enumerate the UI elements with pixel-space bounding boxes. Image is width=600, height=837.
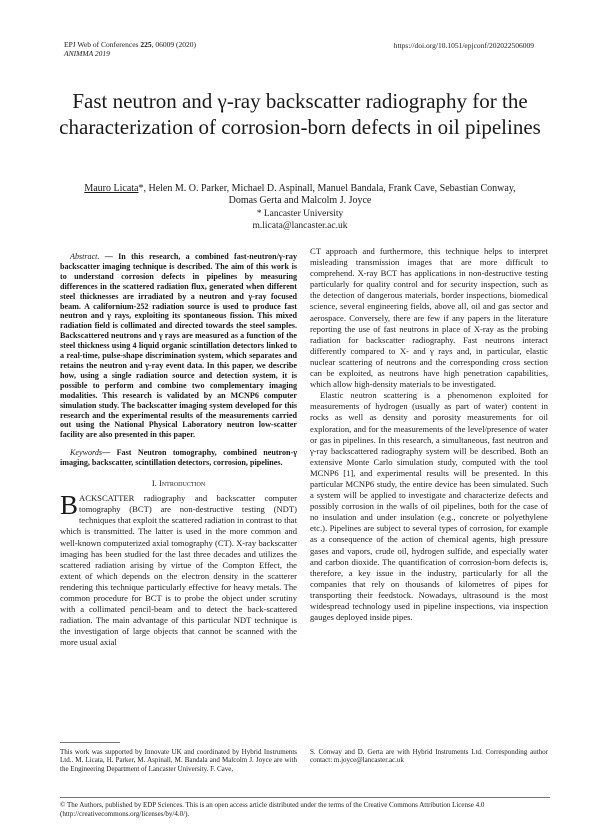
doi-link[interactable]: https://doi.org/10.1051/epjconf/202022506009 [393,41,534,50]
section-number: I. [151,478,157,489]
journal-name: EPJ Web of Conferences [64,40,139,49]
intro-paragraph [60,490,297,648]
first-author-link[interactable]: Mauro Licata [84,183,139,194]
intro-text: ACKSCATTER radiography and backscatter computer tomography (BCT) are non-destructive testing (NDT) techniques that exploit the scattered radiation in contrast to that which is transmitted. The latter is used in the more common and well-known computerized axial tomography (CT). X-ray backscatter imaging has been studied for the last three decades and utilizes the scattered radiation arising by virtue of the Compton Effect, the extent of which depends on the electron density in the scatterer rendering this technique particularly effective for heavy metals. The common procedure for BCT is to probe the object under scrutiny with a collimated pencil-beam and to detect the back-scattered radiation. The main advantage of this particular NDT technique is the investigation of large objects that cannot be scanned with the more usual axial [60,493,297,648]
paper-title: Fast neutron and γ-ray backscatter radiography for the characterization of corrosion-born defects in oil pipelines [59,89,541,139]
right-column [310,246,548,623]
license-divider [60,797,550,798]
author-list [70,183,530,207]
section-heading [60,478,297,489]
running-header-left [64,41,196,58]
journal-volume: 225 [140,40,152,49]
section-title: Introduction [158,478,206,489]
article-number: , 06009 (2020) [151,40,196,49]
affiliation-block [70,208,530,232]
footnote-left: This work was supported by Innovate UK and coordinated by Hybrid Instruments Ltd.. M. Licata, H. Parker, M. Aspinall, M. Bandala and Malcolm J. Joyce are with the Engineering Department of Lancaster University. F. Cave, [60,748,297,773]
footnote-right: S. Conway and D. Gerta are with Hybrid Instruments Ltd. Corresponding author contact: m.joyce@lancaster.ac.uk [310,748,548,765]
footnote-divider [60,742,120,743]
drop-cap: B [60,490,79,521]
keywords [60,448,297,468]
keywords-label: Keywords [70,448,103,458]
abstract-label: Abstract. [70,252,100,261]
license-note: © The Authors, published by EDP Sciences. This is an open access article distributed under the terms of the Creative Commons Attribution License 4.0 (http://creativecommons.org/licenses/by/4.0/). [60,801,485,818]
left-column [60,252,297,648]
body-paragraph-2: Elastic neutron scattering is a phenomenon exploited for measurements of hydrogen (usually as part of water) content in rocks as well as density and porosity measurements for oil exploration, and for the measurements of the level/presence of water or gas in pipelines. In this research, a simultaneous, fast neutron and γ-ray backscattered radiography system will be described. Both an extensive Monte Carlo simulation study, computed with the tool MCNP6 [1], and experimental results will be presented. In this particular MCNP6 study, the entire device has been simulated. Such a system will be applied to investigate and characterize defects and possibly corrosion in the walls of oil pipelines, both for the case of no insulation and under insulation (e.g., concrete or polyethylene etc.). Pipelines are subject to several types of corrosion, for example as a consequence of the action of chemical agents, high pressure gases and vapors, crude oil, hydrogen sulfide, and especially water and carbon dioxide. The quantification of corrosion-born defects is, therefore, a key issue in the industry, particularly for all the companies that rely on thousands of kilometres of pipes for transporting their feedstock. Nowadays, ultrasound is the most widespread technology used in pipeline inspections, via inspection gauges deployed inside pipes. [310,390,548,623]
keywords-text: — Fast Neutron tomography, combined neutron-γ imaging, backscatter, scintillation detectors, corrosion, pipelines. [60,448,297,468]
conference-name: ANIMMA 2019 [64,48,110,58]
author-email: m.licata@lancaster.ac.uk [252,221,348,231]
affiliation: * Lancaster University [256,209,344,219]
other-authors: *, Helen M. O. Parker, Michael D. Aspinall, Manuel Bandala, Frank Cave, Sebastian Conway, Domas Gerta and Malcolm J. Joyce [138,183,516,206]
abstract-text: — In this research, a combined fast-neutron/γ-ray backscatter imaging technique is described. The aim of this work is to understand corrosion defects in pipelines by measuring differences in the scattered radiation flux, generated when different steel thicknesses are irradiated by a neutron and γ-ray focused beam. A californium-252 radiation source is used to produce fast neutron and γ rays, exploiting its spontaneous fission. This mixed radiation field is collimated and directed towards the steel samples. Backscattered neutrons and γ rays are measured as a function of the steel thickness using 4 liquid organic scintillation detectors linked to a real-time, pulse-shape discrimination system, which separates and retains the neutron and γ-ray event data. In this paper, we describe how, using a single radiation source and detection system, it is possible to perform and combine two complementary imaging modalities. This research is validated by an MCNP6 computer simulation study. The backscatter imaging system developed for this research and the experimental results of the measurements carried out using the National Physical Laboratory neutron low-scatter facility are also presented in this paper. [60,252,297,440]
body-paragraph-1: CT approach and furthermore, this technique helps to interpret misleading transmission images that are more difficult to comprehend. X-ray BCT has applications in non-destructive testing particularly for quality control and for security inspection, such as the detection of dangerous materials, border inspections, biomedical science, several engineering fields, above all, oil and gas sector and aerospace. Conversely, there are few if any papers in the literature reporting the use of fast neutrons in place of X-ray as the probing radiation for backscatter radiography. Fast neutrons interact differently compared to X- and γ rays and, in particular, elastic nuclear scattering of neutrons and the corresponding cross section can be exploited, as neutrons have high penetration capabilities, which allow high-density materials to be investigated. [310,246,548,390]
abstract [60,252,297,440]
